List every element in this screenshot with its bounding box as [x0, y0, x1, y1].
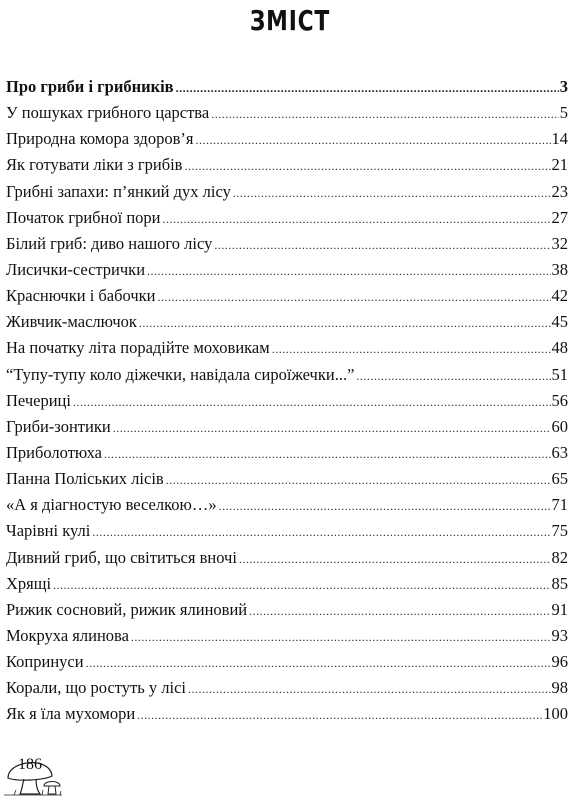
page-number-badge	[4, 752, 64, 796]
toc-entry-page: 93	[551, 625, 568, 645]
toc-entry-page: 98	[551, 678, 568, 698]
toc-entry-page: 75	[551, 521, 568, 541]
toc-dot-leader	[73, 389, 551, 414]
toc-entry-title: Природна комора здоров’я	[6, 129, 194, 149]
toc-entry-title: Рижик сосновий, рижик ялиновий	[6, 599, 248, 619]
toc-entry-page: 100	[543, 704, 568, 724]
page-title: ЗМІСТ	[249, 4, 331, 37]
toc-dot-leader	[166, 467, 551, 492]
toc-entry-title: Як готувати ліки з грибів	[6, 155, 183, 175]
toc-dot-leader	[139, 310, 551, 335]
toc-entry	[6, 388, 568, 414]
toc-dot-leader	[104, 441, 551, 466]
toc-entry-title: Дивний гриб, що світиться вночі	[6, 547, 237, 567]
toc-entry-page: 71	[551, 495, 568, 515]
toc-dot-leader	[239, 546, 551, 571]
toc-dot-leader	[188, 676, 551, 701]
toc-entry	[6, 466, 568, 492]
toc-dot-leader	[214, 232, 550, 257]
toc-dot-leader	[92, 519, 550, 544]
toc-entry-title: Мокруха ялинова	[6, 625, 129, 645]
toc-entry-page: 23	[551, 181, 568, 201]
toc-entry	[6, 283, 568, 309]
toc-entry	[6, 335, 568, 361]
toc-entry-title: Лисички-сестрички	[6, 259, 146, 279]
toc-entry	[6, 518, 568, 544]
toc-entry-title: Про гриби і грибників	[6, 77, 174, 96]
toc-dot-leader	[219, 493, 551, 518]
toc-entry-page: 85	[551, 573, 568, 593]
toc-entry	[6, 571, 568, 597]
toc-entry-page: 65	[551, 469, 568, 489]
toc-entry-page: 5	[559, 103, 568, 123]
toc-entry	[6, 231, 568, 257]
toc-dot-leader	[176, 75, 559, 100]
toc-entry	[6, 623, 568, 649]
toc-dot-leader	[195, 127, 550, 152]
toc-dot-leader	[86, 650, 551, 675]
page-number: 186	[18, 756, 42, 773]
toc-entry-title: Як я їла мухомори	[6, 704, 136, 724]
toc-entry	[6, 100, 568, 126]
toc-entry-page: 91	[551, 599, 568, 619]
toc-entry	[6, 152, 568, 178]
toc-entry-page: 48	[551, 338, 568, 358]
toc-entry-page: 82	[551, 547, 568, 567]
toc-entry	[6, 257, 568, 283]
toc-entry	[6, 179, 568, 205]
toc-dot-leader	[113, 415, 551, 440]
toc-entry-title: Копринуси	[6, 652, 84, 672]
table-of-contents	[6, 74, 568, 728]
toc-entry-title: Печериці	[6, 390, 71, 410]
toc-entry-page: 63	[551, 442, 568, 462]
toc-entry-page: 21	[551, 155, 568, 175]
toc-entry	[6, 414, 568, 440]
toc-entry-page: 14	[551, 129, 568, 149]
toc-entry-page: 38	[551, 259, 568, 279]
toc-entry	[6, 309, 568, 335]
toc-entry-page: 42	[551, 286, 568, 306]
toc-entry-title: Панна Поліських лісів	[6, 469, 164, 489]
toc-entry	[6, 126, 568, 152]
toc-entry	[6, 649, 568, 675]
toc-entry-title: Живчик-маслючок	[6, 312, 137, 332]
toc-entry-title: Гриби-зонтики	[6, 416, 111, 436]
toc-entry-title: Білий гриб: диво нашого лісу	[6, 233, 213, 253]
toc-entry	[6, 701, 568, 727]
toc-entry-title: «А я діагностую веселкою…»	[6, 495, 217, 515]
toc-dot-leader	[233, 180, 551, 205]
toc-entry	[6, 74, 568, 100]
toc-entry-title: Приболотюха	[6, 442, 102, 462]
toc-entry	[6, 597, 568, 623]
toc-entry-title: Початок грибної пори	[6, 207, 161, 227]
toc-entry	[6, 362, 568, 388]
toc-entry	[6, 545, 568, 571]
toc-dot-leader	[211, 101, 559, 126]
toc-entry-title: На початку літа порадійте моховикам	[6, 338, 270, 358]
toc-entry-page: 96	[551, 652, 568, 672]
toc-entry-title: У пошуках грибного царства	[6, 103, 210, 123]
toc-entry-page: 27	[551, 207, 568, 227]
toc-entry-title: Чарівні кулі	[6, 521, 91, 541]
toc-dot-leader	[147, 258, 550, 283]
toc-entry-title: Краснючки і бабочки	[6, 286, 156, 306]
toc-dot-leader	[356, 363, 550, 388]
toc-dot-leader	[53, 572, 550, 597]
toc-dot-leader	[272, 336, 551, 361]
toc-entry-page: 60	[551, 416, 568, 436]
toc-entry	[6, 205, 568, 231]
toc-entry-title: “Тупу-тупу коло діжечки, навідала сироїжечки...”	[6, 364, 355, 384]
toc-entry	[6, 675, 568, 701]
toc-dot-leader	[131, 624, 551, 649]
toc-entry-title: Корали, що ростуть у лісі	[6, 678, 186, 698]
toc-dot-leader	[249, 598, 550, 623]
toc-dot-leader	[163, 206, 551, 231]
toc-dot-leader	[184, 153, 550, 178]
toc-entry	[6, 440, 568, 466]
toc-entry-page: 45	[551, 312, 568, 332]
toc-entry-title: Хрящі	[6, 573, 52, 593]
toc-entry	[6, 492, 568, 518]
toc-entry-page: 3	[559, 77, 568, 96]
toc-entry-page: 51	[551, 364, 568, 384]
toc-entry-page: 32	[551, 233, 568, 253]
toc-dot-leader	[158, 284, 551, 309]
toc-dot-leader	[137, 702, 542, 727]
toc-entry-title: Грибні запахи: п’янкий дух лісу	[6, 181, 231, 201]
toc-entry-page: 56	[551, 390, 568, 410]
